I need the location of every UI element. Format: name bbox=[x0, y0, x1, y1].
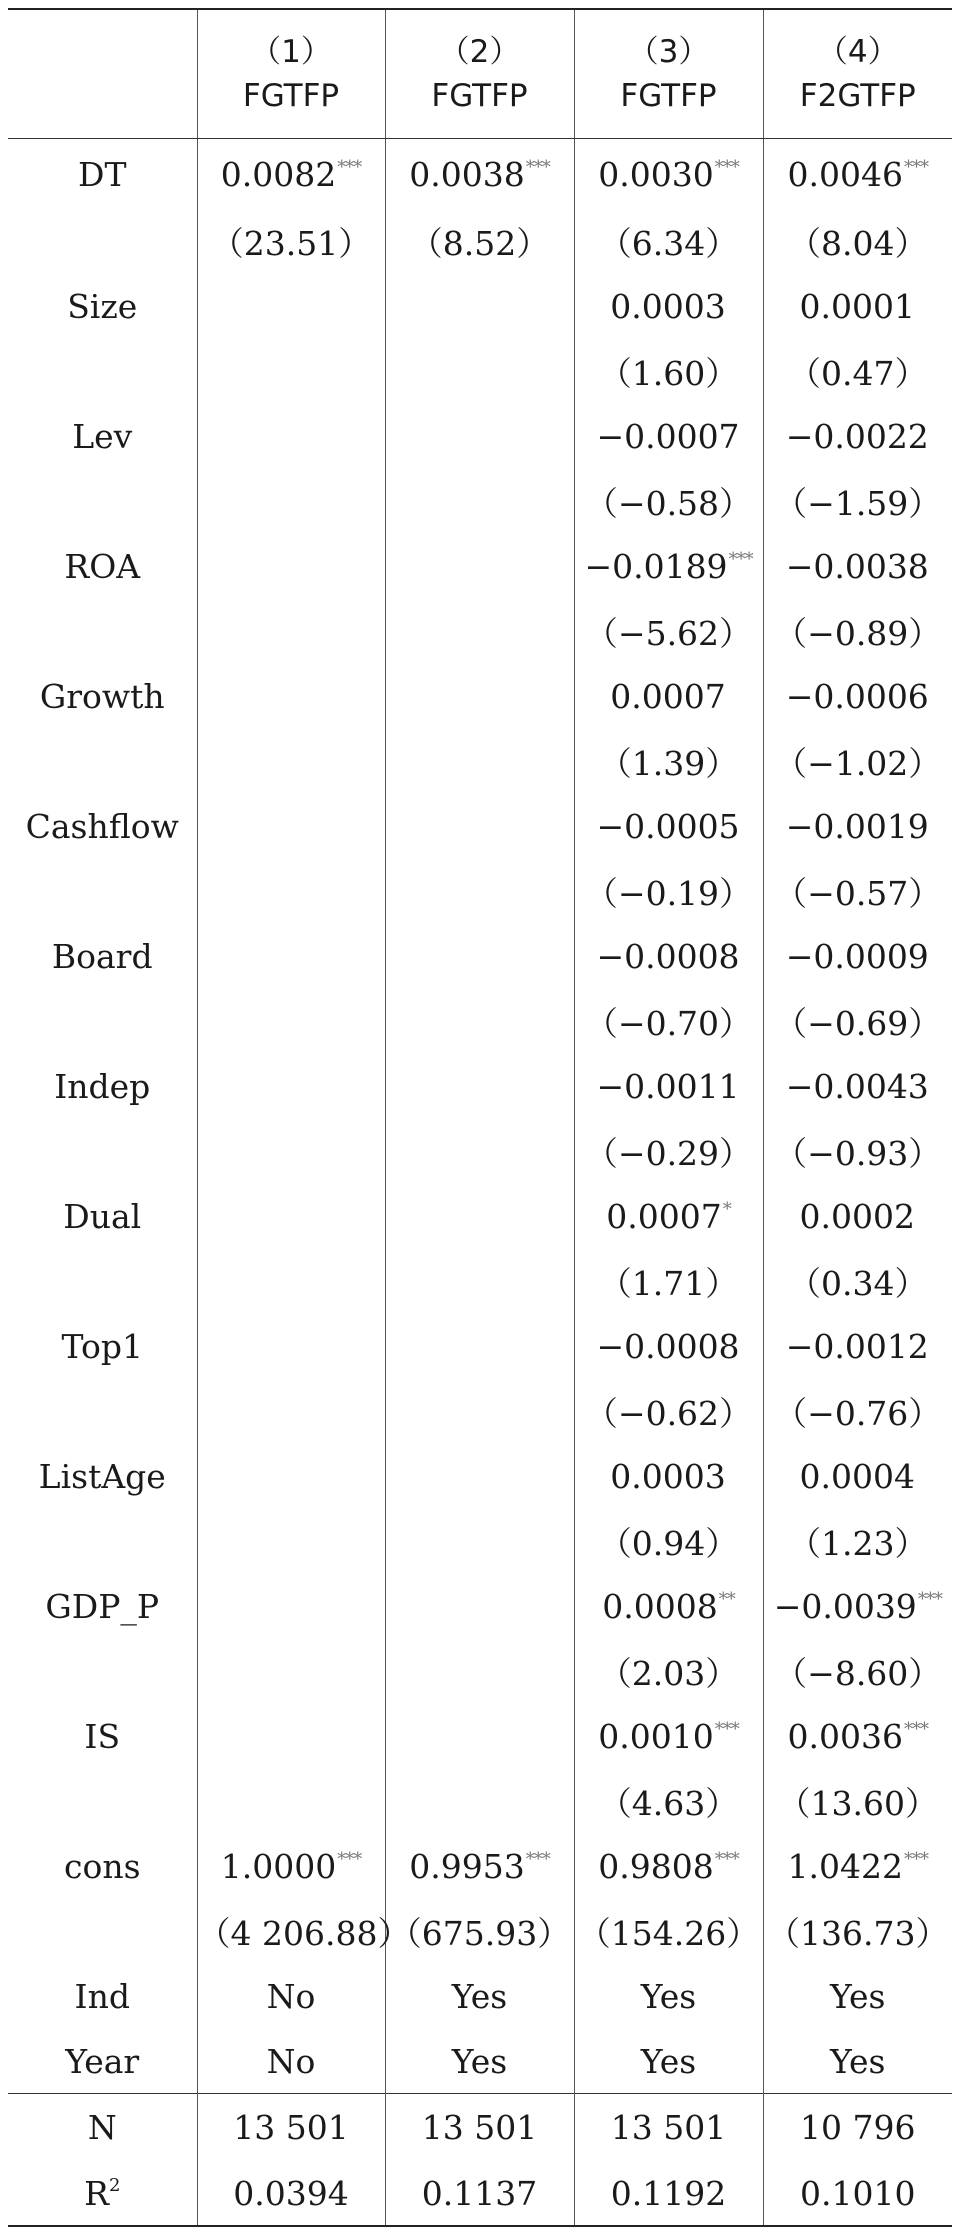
t-statistic bbox=[385, 599, 574, 664]
coefficient-value: −0.0011 bbox=[596, 1067, 740, 1106]
empty-label-cell bbox=[8, 1769, 197, 1834]
t-statistic: （−0.89） bbox=[763, 599, 952, 664]
control-label: Ind bbox=[74, 1977, 130, 2016]
coefficient-cell bbox=[574, 1444, 763, 1509]
observation-count: 13 501 bbox=[574, 2094, 763, 2162]
coefficient-value: 0.0003 bbox=[610, 287, 726, 326]
column-dependent-variable: FGTFP bbox=[431, 78, 528, 114]
variable-label: GDP_P bbox=[45, 1587, 160, 1626]
column-dependent-variable: F2GTFP bbox=[799, 78, 916, 114]
t-statistic: （−1.02） bbox=[763, 729, 952, 794]
coefficient-value: −0.0012 bbox=[785, 1327, 929, 1366]
coefficient-value: 0.0010 bbox=[598, 1717, 714, 1756]
table-row-size bbox=[8, 274, 952, 339]
significance-stars: *** bbox=[337, 156, 362, 178]
t-statistic: （0.47） bbox=[763, 339, 952, 404]
table-row-board bbox=[8, 924, 952, 989]
coefficient-cell bbox=[763, 1184, 952, 1249]
column-header-2 bbox=[385, 9, 574, 139]
significance-stars: *** bbox=[714, 1719, 739, 1740]
table-row-indep-tstat bbox=[8, 1119, 952, 1184]
empty-label-cell bbox=[8, 1639, 197, 1704]
empty-label-cell bbox=[8, 859, 197, 924]
table-row-top1-tstat bbox=[8, 1379, 952, 1444]
variable-label: IS bbox=[84, 1717, 121, 1756]
coefficient-cell bbox=[197, 924, 385, 989]
coefficient-cell bbox=[763, 1444, 952, 1509]
table-row-is bbox=[8, 1704, 952, 1769]
t-statistic: （−0.76） bbox=[763, 1379, 952, 1444]
coefficient-cell bbox=[385, 139, 574, 210]
t-statistic: （−0.93） bbox=[763, 1119, 952, 1184]
variable-label: DT bbox=[78, 154, 127, 194]
table-row-gdp-p-tstat bbox=[8, 1639, 952, 1704]
variable-label: Indep bbox=[54, 1067, 151, 1106]
coefficient-cell bbox=[197, 1574, 385, 1639]
r-squared-exponent: 2 bbox=[108, 2174, 121, 2196]
table-row-listage bbox=[8, 1444, 952, 1509]
significance-stars: *** bbox=[903, 1719, 928, 1740]
coefficient-cell bbox=[574, 924, 763, 989]
coefficient-value: 0.0036 bbox=[787, 1717, 903, 1756]
t-statistic bbox=[197, 1769, 385, 1834]
t-statistic: （4 206.88） bbox=[197, 1899, 385, 1964]
table-row-is-tstat bbox=[8, 1769, 952, 1834]
coefficient-value: 0.0004 bbox=[799, 1457, 915, 1496]
variable-label: Growth bbox=[39, 677, 165, 716]
coefficient-cell bbox=[197, 274, 385, 339]
t-statistic bbox=[385, 339, 574, 404]
table-row-ind-fixed-effects bbox=[8, 1964, 952, 2029]
t-statistic: （−0.62） bbox=[574, 1379, 763, 1444]
variable-label: Size bbox=[67, 287, 138, 326]
coefficient-cell bbox=[197, 1184, 385, 1249]
t-statistic bbox=[385, 1249, 574, 1314]
coefficient-cell bbox=[574, 1834, 763, 1899]
control-indicator: Yes bbox=[574, 1964, 763, 2029]
coefficient-value: 0.0030 bbox=[598, 154, 714, 194]
r-squared-base: R bbox=[84, 2173, 109, 2213]
empty-label-cell bbox=[8, 729, 197, 794]
variable-label: ListAge bbox=[38, 1457, 166, 1496]
coefficient-value: 0.0038 bbox=[409, 154, 525, 194]
coefficient-cell bbox=[197, 1704, 385, 1769]
coefficient-value: −0.0043 bbox=[785, 1067, 929, 1106]
control-indicator: Yes bbox=[385, 2029, 574, 2094]
coefficient-cell bbox=[574, 1704, 763, 1769]
row-label-n: N bbox=[8, 2094, 197, 2162]
coefficient-value: 0.0002 bbox=[799, 1197, 915, 1236]
coefficient-value: 0.0007 bbox=[606, 1197, 722, 1236]
coefficient-rows bbox=[8, 139, 952, 2094]
coefficient-cell bbox=[763, 924, 952, 989]
t-statistic bbox=[385, 1769, 574, 1834]
t-statistic: （−0.70） bbox=[574, 989, 763, 1054]
coefficient-cell bbox=[197, 1054, 385, 1119]
table-row-growth-tstat bbox=[8, 729, 952, 794]
observation-count: 13 501 bbox=[385, 2094, 574, 2162]
control-indicator: No bbox=[197, 2029, 385, 2094]
empty-label-cell bbox=[8, 469, 197, 534]
coefficient-value: 0.0046 bbox=[787, 154, 903, 194]
table-row-lev bbox=[8, 404, 952, 469]
coefficient-cell bbox=[763, 139, 952, 210]
t-statistic: （136.73） bbox=[763, 1899, 952, 1964]
coefficient-cell bbox=[574, 274, 763, 339]
coefficient-cell bbox=[385, 664, 574, 729]
table-row-cons-tstat bbox=[8, 1899, 952, 1964]
control-label: Year bbox=[65, 2041, 140, 2081]
t-statistic: （675.93） bbox=[385, 1899, 574, 1964]
table-row-roa-tstat bbox=[8, 599, 952, 664]
table-header-row bbox=[8, 9, 952, 139]
coefficient-cell bbox=[574, 1574, 763, 1639]
t-statistic: （1.39） bbox=[574, 729, 763, 794]
coefficient-value: 1.0000 bbox=[220, 1847, 337, 1886]
table-row-dt bbox=[8, 139, 952, 210]
control-indicator: Yes bbox=[763, 2029, 952, 2094]
empty-label-cell bbox=[8, 209, 197, 274]
coefficient-value: −0.0008 bbox=[596, 1327, 740, 1366]
variable-label: Board bbox=[51, 937, 153, 976]
t-statistic: （−0.29） bbox=[574, 1119, 763, 1184]
empty-label-cell bbox=[8, 1249, 197, 1314]
significance-stars: *** bbox=[714, 1849, 739, 1870]
empty-label-cell bbox=[8, 599, 197, 664]
coefficient-cell bbox=[385, 1704, 574, 1769]
coefficient-cell bbox=[385, 534, 574, 599]
coefficient-cell bbox=[385, 1834, 574, 1899]
coefficient-value: −0.0039 bbox=[773, 1587, 917, 1626]
table-row-year-fixed-effects bbox=[8, 2029, 952, 2094]
observation-count: 13 501 bbox=[197, 2094, 385, 2162]
control-indicator: Yes bbox=[763, 1964, 952, 2029]
coefficient-cell bbox=[763, 1574, 952, 1639]
coefficient-cell bbox=[385, 274, 574, 339]
t-statistic: （0.94） bbox=[574, 1509, 763, 1574]
t-statistic: （−0.58） bbox=[574, 469, 763, 534]
t-statistic bbox=[385, 859, 574, 924]
coefficient-cell bbox=[385, 404, 574, 469]
t-statistic bbox=[197, 729, 385, 794]
t-statistic: （2.03） bbox=[574, 1639, 763, 1704]
coefficient-cell bbox=[763, 794, 952, 859]
coefficient-cell bbox=[385, 924, 574, 989]
coefficient-cell bbox=[197, 1314, 385, 1379]
t-statistic bbox=[385, 729, 574, 794]
coefficient-cell bbox=[763, 274, 952, 339]
t-statistic bbox=[197, 1249, 385, 1314]
significance-stars: *** bbox=[903, 156, 928, 178]
table-row-cashflow bbox=[8, 794, 952, 859]
coefficient-value: −0.0006 bbox=[785, 677, 929, 716]
t-statistic: （1.23） bbox=[763, 1509, 952, 1574]
t-statistic: （−0.19） bbox=[574, 859, 763, 924]
coefficient-value: −0.0009 bbox=[785, 937, 929, 976]
empty-label-cell bbox=[8, 1509, 197, 1574]
t-statistic bbox=[197, 1639, 385, 1704]
coefficient-cell bbox=[574, 794, 763, 859]
table-row-roa bbox=[8, 534, 952, 599]
regression-table bbox=[8, 8, 952, 2227]
t-statistic: （1.60） bbox=[574, 339, 763, 404]
coefficient-cell bbox=[574, 664, 763, 729]
t-statistic bbox=[197, 339, 385, 404]
coefficient-value: −0.0038 bbox=[785, 547, 929, 586]
table-row-n bbox=[8, 2094, 952, 2162]
header-corner bbox=[8, 9, 197, 139]
table-row-r-squared bbox=[8, 2161, 952, 2226]
t-statistic: （−0.57） bbox=[763, 859, 952, 924]
variable-label: Top1 bbox=[61, 1327, 143, 1366]
table-row-top1 bbox=[8, 1314, 952, 1379]
t-statistic bbox=[385, 1379, 574, 1444]
summary-rows bbox=[8, 2094, 952, 2227]
column-header-1 bbox=[197, 9, 385, 139]
t-statistic: （1.71） bbox=[574, 1249, 763, 1314]
t-statistic bbox=[197, 1119, 385, 1184]
variable-label: cons bbox=[63, 1847, 141, 1886]
t-statistic: （4.63） bbox=[574, 1769, 763, 1834]
variable-label: Cashflow bbox=[25, 807, 179, 846]
variable-label: Dual bbox=[63, 1197, 142, 1236]
coefficient-cell bbox=[385, 1314, 574, 1379]
t-statistic: （−0.69） bbox=[763, 989, 952, 1054]
table-row-lev-tstat bbox=[8, 469, 952, 534]
t-statistic: （6.34） bbox=[574, 209, 763, 274]
coefficient-cell bbox=[763, 534, 952, 599]
empty-label-cell bbox=[8, 989, 197, 1054]
coefficient-cell bbox=[574, 1184, 763, 1249]
coefficient-cell bbox=[574, 404, 763, 469]
column-number: （3） bbox=[627, 34, 710, 70]
table-row-dt-tstat bbox=[8, 209, 952, 274]
significance-stars: *** bbox=[903, 1849, 928, 1870]
significance-stars: *** bbox=[525, 156, 550, 178]
coefficient-value: 0.0001 bbox=[799, 287, 915, 326]
empty-label-cell bbox=[8, 339, 197, 404]
coefficient-cell bbox=[574, 534, 763, 599]
coefficient-cell bbox=[385, 1444, 574, 1509]
coefficient-value: 1.0422 bbox=[787, 1847, 903, 1886]
t-statistic: （154.26） bbox=[574, 1899, 763, 1964]
coefficient-cell bbox=[197, 794, 385, 859]
table-row-size-tstat bbox=[8, 339, 952, 404]
table-row-indep bbox=[8, 1054, 952, 1119]
coefficient-cell bbox=[197, 139, 385, 210]
significance-stars: *** bbox=[728, 549, 753, 570]
t-statistic: （23.51） bbox=[197, 209, 385, 274]
t-statistic bbox=[197, 989, 385, 1054]
coefficient-cell bbox=[763, 1054, 952, 1119]
coefficient-value: −0.0005 bbox=[596, 807, 740, 846]
row-label-r-squared bbox=[8, 2161, 197, 2226]
r-squared-value: 0.0394 bbox=[197, 2161, 385, 2226]
significance-stars: *** bbox=[337, 1849, 362, 1870]
control-indicator: Yes bbox=[574, 2029, 763, 2094]
table-row-dual-tstat bbox=[8, 1249, 952, 1314]
significance-stars: *** bbox=[917, 1589, 942, 1610]
coefficient-value: −0.0189 bbox=[584, 547, 728, 586]
coefficient-value: 0.0007 bbox=[610, 677, 726, 716]
coefficient-value: 0.0003 bbox=[610, 1457, 726, 1496]
variable-label: ROA bbox=[64, 547, 141, 586]
t-statistic bbox=[197, 469, 385, 534]
significance-stars: *** bbox=[525, 1849, 550, 1870]
coefficient-value: 0.0008 bbox=[602, 1587, 718, 1626]
t-statistic: （0.34） bbox=[763, 1249, 952, 1314]
t-statistic: （−1.59） bbox=[763, 469, 952, 534]
coefficient-value: −0.0019 bbox=[785, 807, 929, 846]
coefficient-value: 0.0082 bbox=[220, 154, 337, 194]
t-statistic bbox=[385, 989, 574, 1054]
table-row-cashflow-tstat bbox=[8, 859, 952, 924]
coefficient-cell bbox=[574, 1314, 763, 1379]
r-squared-value: 0.1137 bbox=[385, 2161, 574, 2226]
r-squared-value: 0.1192 bbox=[574, 2161, 763, 2226]
coefficient-cell bbox=[385, 1054, 574, 1119]
table-row-cons bbox=[8, 1834, 952, 1899]
coefficient-cell bbox=[763, 404, 952, 469]
coefficient-cell bbox=[763, 1704, 952, 1769]
coefficient-cell bbox=[574, 139, 763, 210]
coefficient-cell bbox=[197, 1834, 385, 1899]
t-statistic bbox=[197, 859, 385, 924]
coefficient-cell bbox=[197, 404, 385, 469]
coefficient-cell bbox=[385, 794, 574, 859]
table-row-growth bbox=[8, 664, 952, 729]
t-statistic bbox=[197, 1379, 385, 1444]
observation-count: 10 796 bbox=[763, 2094, 952, 2162]
coefficient-cell bbox=[385, 1184, 574, 1249]
coefficient-cell bbox=[574, 1054, 763, 1119]
empty-label-cell bbox=[8, 1899, 197, 1964]
table-row-gdp-p bbox=[8, 1574, 952, 1639]
t-statistic: （13.60） bbox=[763, 1769, 952, 1834]
t-statistic bbox=[197, 1509, 385, 1574]
t-statistic bbox=[385, 1639, 574, 1704]
column-dependent-variable: FGTFP bbox=[620, 78, 717, 114]
t-statistic: （8.04） bbox=[763, 209, 952, 274]
coefficient-value: 0.9953 bbox=[409, 1847, 525, 1886]
t-statistic: （−5.62） bbox=[574, 599, 763, 664]
column-number: （1） bbox=[250, 34, 332, 70]
coefficient-cell bbox=[763, 664, 952, 729]
coefficient-cell bbox=[197, 1444, 385, 1509]
r-squared-value: 0.1010 bbox=[763, 2161, 952, 2226]
coefficient-cell bbox=[197, 534, 385, 599]
column-number: （2） bbox=[438, 34, 521, 70]
coefficient-value: −0.0022 bbox=[785, 417, 929, 456]
control-indicator: No bbox=[197, 1964, 385, 2029]
t-statistic: （−8.60） bbox=[763, 1639, 952, 1704]
empty-label-cell bbox=[8, 1379, 197, 1444]
column-number: （4） bbox=[816, 34, 899, 70]
coefficient-value: −0.0007 bbox=[596, 417, 740, 456]
significance-stars: ** bbox=[718, 1589, 735, 1610]
column-header-4 bbox=[763, 9, 952, 139]
column-header-3 bbox=[574, 9, 763, 139]
coefficient-cell bbox=[385, 1574, 574, 1639]
table-row-dual bbox=[8, 1184, 952, 1249]
variable-label: Lev bbox=[72, 417, 133, 456]
coefficient-cell bbox=[763, 1314, 952, 1379]
column-dependent-variable: FGTFP bbox=[242, 78, 340, 114]
coefficient-cell bbox=[197, 664, 385, 729]
t-statistic: （8.52） bbox=[385, 209, 574, 274]
significance-stars: *** bbox=[714, 156, 739, 178]
t-statistic bbox=[385, 469, 574, 534]
t-statistic bbox=[197, 599, 385, 664]
t-statistic bbox=[385, 1119, 574, 1184]
t-statistic bbox=[385, 1509, 574, 1574]
coefficient-value: −0.0008 bbox=[596, 937, 740, 976]
significance-stars: * bbox=[722, 1199, 731, 1220]
coefficient-cell bbox=[763, 1834, 952, 1899]
coefficient-value: 0.9808 bbox=[598, 1847, 714, 1886]
table-row-board-tstat bbox=[8, 989, 952, 1054]
control-indicator: Yes bbox=[385, 1964, 574, 2029]
empty-label-cell bbox=[8, 1119, 197, 1184]
table-row-listage-tstat bbox=[8, 1509, 952, 1574]
